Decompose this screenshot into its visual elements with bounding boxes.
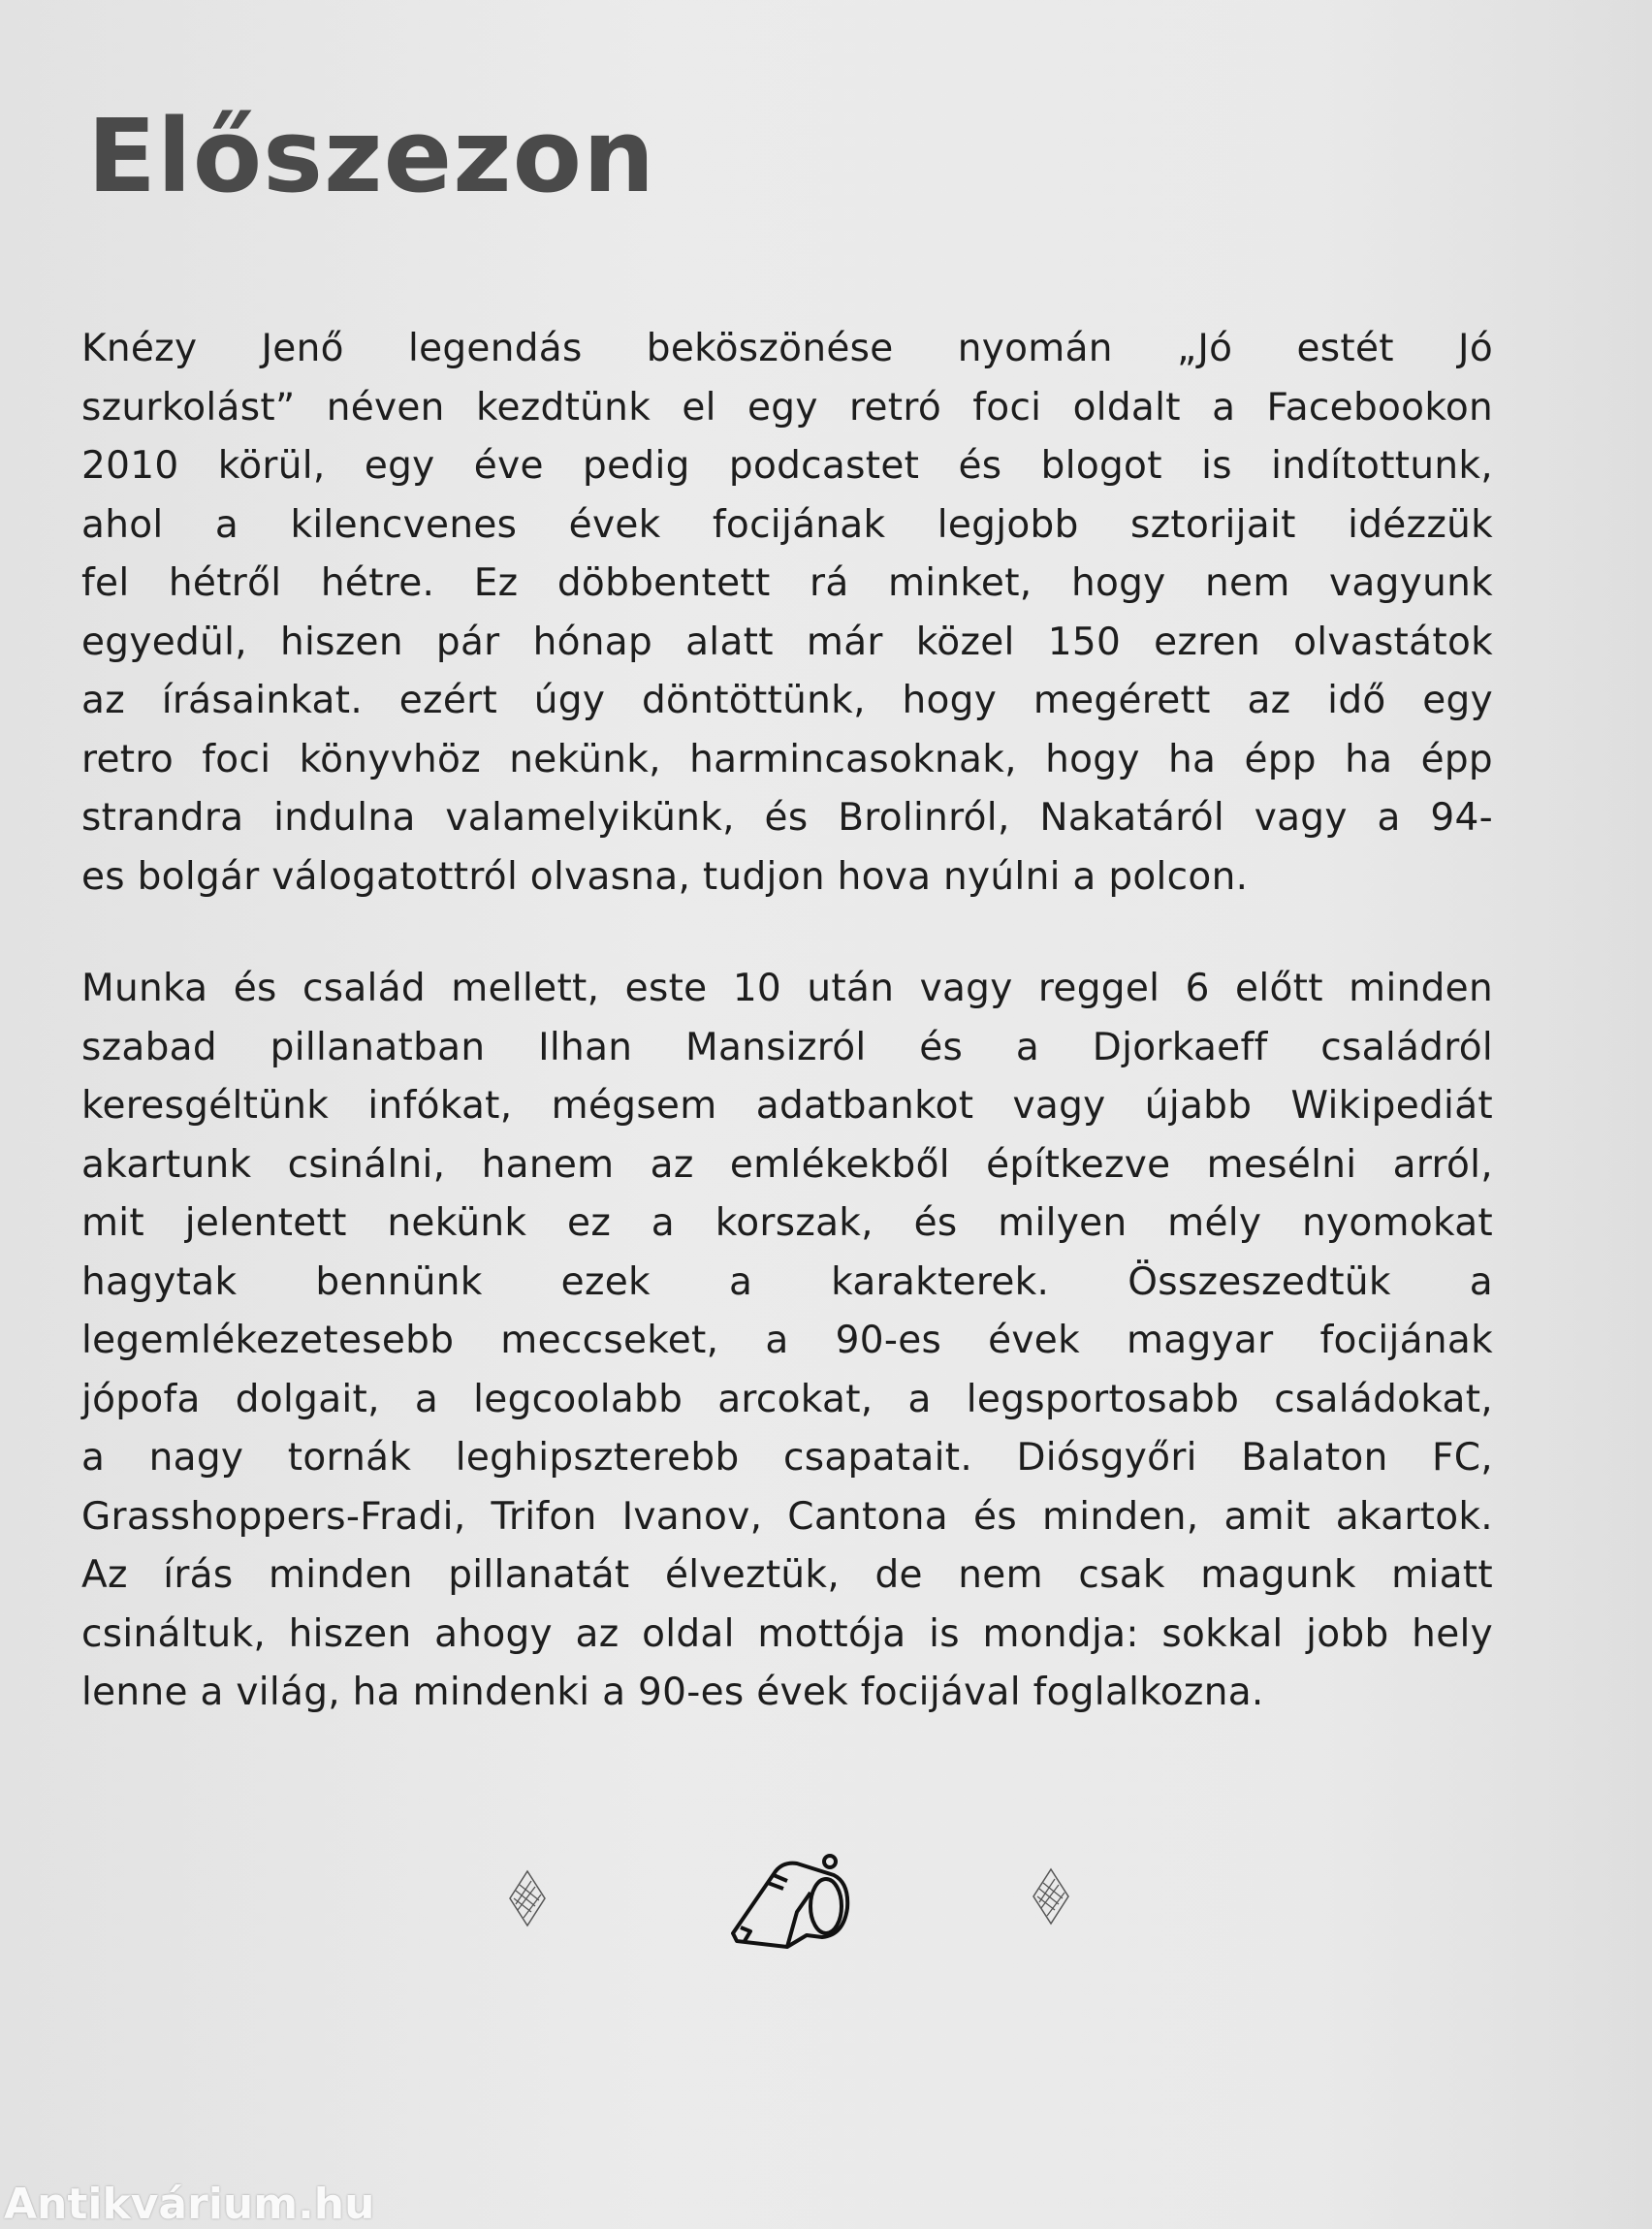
text-line: szabad pillanatban Ilhan Mansizról és a Djorkaeff családról (81, 1025, 1493, 1069)
woven-diamond-icon (1030, 1867, 1072, 1926)
text-line: Az írás minden pillanatát élveztük, de nem csak magunk miatt (81, 1553, 1493, 1597)
text-line: es bolgár válogatottról olvasna, tudjon hova nyúlni a polcon. (81, 854, 1249, 899)
text-line: mit jelentett nekünk ez a korszak, és milyen mély nyomokat (81, 1201, 1493, 1245)
text-line: retro foci könyvhöz nekünk, harmincasoknak, hogy ha épp ha épp (81, 737, 1493, 781)
text-line: 2010 körül, egy éve pedig podcastet és blogot is indítottunk, (81, 444, 1493, 488)
woven-diamond-icon (506, 1869, 549, 1927)
text-line: hagytak bennünk ezek a karakterek. Összeszedtük a (81, 1259, 1493, 1304)
text-line: jópofa dolgait, a legcoolabb arcokat, a legsportosabb családokat, (81, 1377, 1493, 1421)
text-line: legemlékezetesebb meccseket, a 90-es évek magyar focijának (81, 1319, 1493, 1362)
text-line: Munka és család mellett, este 10 után vagy reggel 6 előtt minden (81, 967, 1493, 1010)
text-line: strandra indulna valamelyikünk, és Brolinról, Nakatáról vagy a 94- (81, 796, 1493, 840)
text-line: lenne a világ, ha mindenki a 90-es évek focijával foglalkozna. (81, 1671, 1264, 1714)
text-line: csináltuk, hiszen ahogy az oldal mottója is mondja: sokkal jobb hely (81, 1611, 1493, 1656)
text-line: keresgéltünk infókat, mégsem adatbankot vagy újabb Wikipediát (81, 1084, 1493, 1128)
text-line: egyedül, hiszen pár hónap alatt már közel 150 ezren olvastátok (81, 620, 1493, 664)
text-line: az írásainkat. ezért úgy döntöttünk, hogy megérett az idő egy (81, 679, 1493, 722)
whistle-icon (729, 1854, 855, 1951)
watermark: Antikvárium.hu (4, 2180, 375, 2229)
text-line: akartunk csinálni, hanem az emlékekből építkezve mesélni arról, (81, 1142, 1493, 1187)
text-line: Grasshoppers-Fradi, Trifon Ivanov, Cantona és minden, amit akartok. (81, 1494, 1493, 1539)
paragraph-2 (81, 960, 1493, 1723)
paragraph-1 (81, 320, 1493, 907)
page-title: Előszezon (87, 97, 656, 215)
text-line: a nagy tornák leghipszterebb csapatait. Diósgyőri Balaton FC, (81, 1436, 1493, 1480)
text-line: szurkolást” néven kezdtünk el egy retró foci oldalt a Facebookon (81, 385, 1493, 430)
text-line: ahol a kilencvenes évek focijának legjobb sztorijait idézzük (81, 502, 1493, 547)
text-line: Knézy Jenő legendás beköszönése nyomán „Jó estét Jó (81, 327, 1493, 370)
text-line: fel hétről hétre. Ez döbbentett rá minket, hogy nem vagyunk (81, 561, 1493, 605)
